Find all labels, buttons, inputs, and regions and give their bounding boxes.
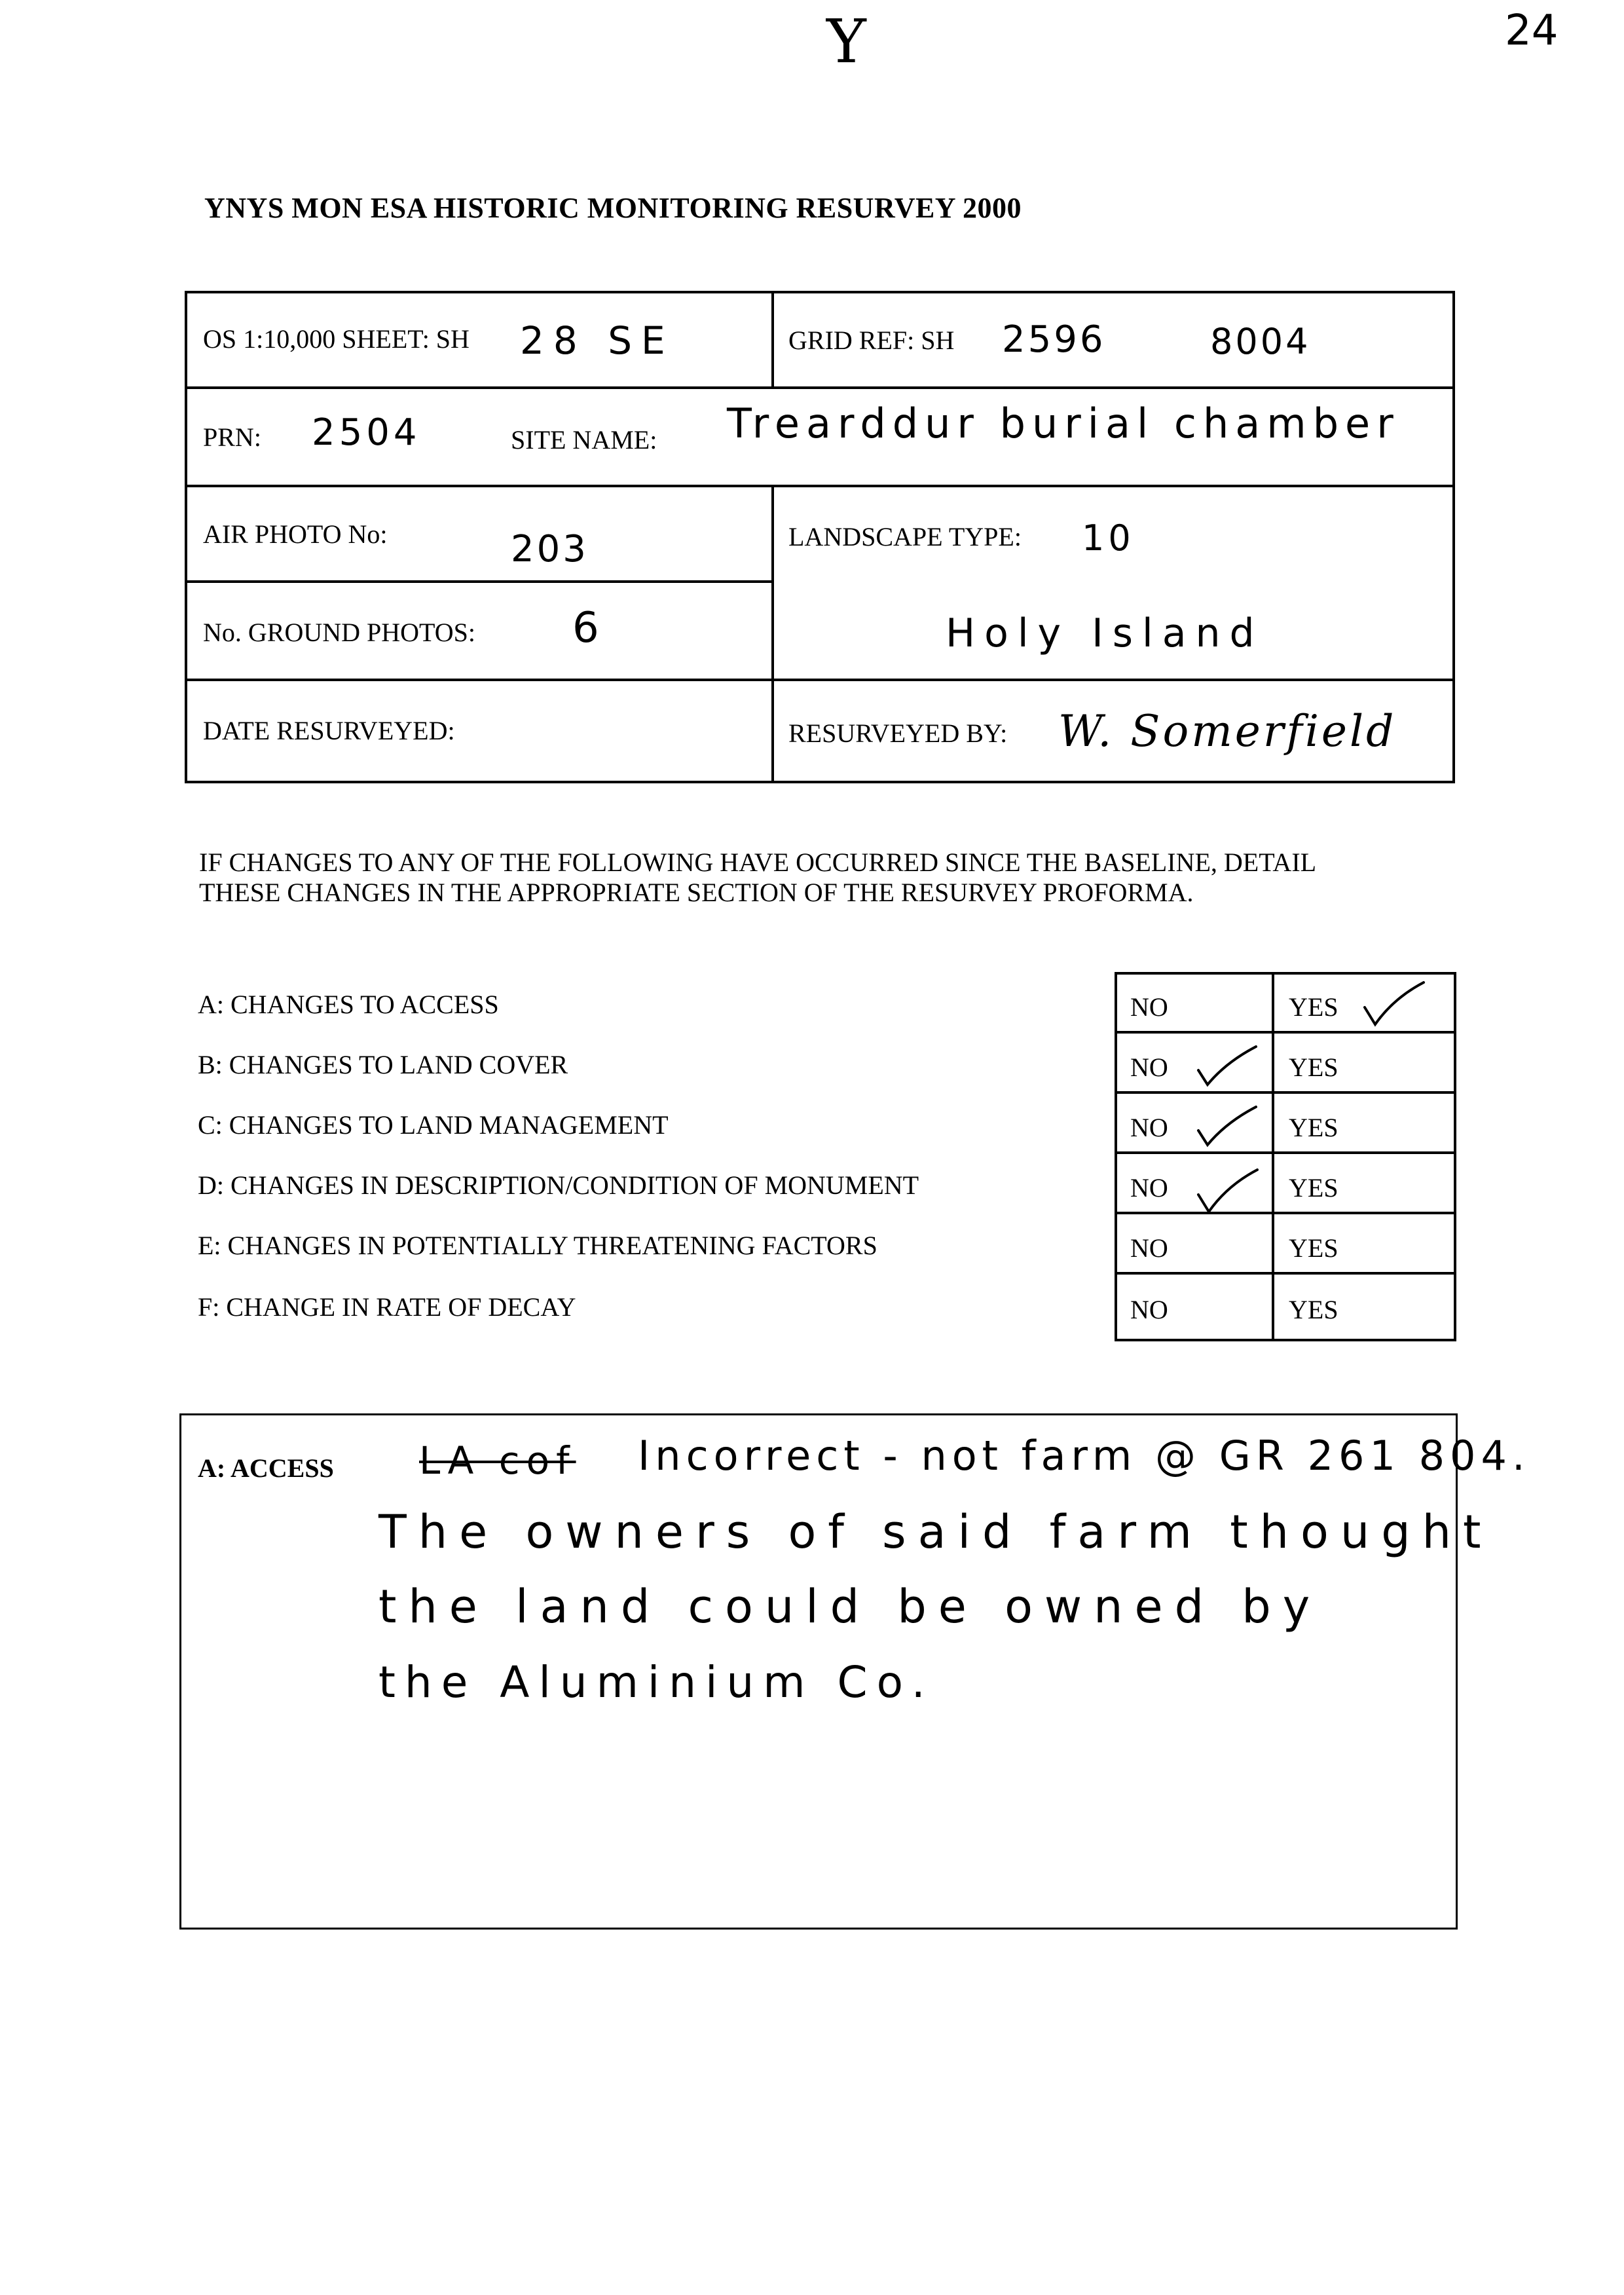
resurveyed-by-value: W. Somerfield [1058, 706, 1397, 756]
grid-ref-northing: 8004 [1210, 321, 1311, 362]
yes-cell-b: YES [1289, 1053, 1338, 1082]
access-note-line: Incorrect - not farm @ GR 261 804. [638, 1432, 1530, 1480]
change-label-e: E: CHANGES IN POTENTIALLY THREATENING FACTORS [198, 1231, 877, 1260]
tick-icon [1194, 1104, 1260, 1150]
instructions [199, 848, 1316, 908]
yes-cell-a: YES [1289, 992, 1338, 1022]
site-name-label: SITE NAME: [511, 425, 657, 455]
site-name-value: Trearddur burial chamber [727, 400, 1400, 447]
top-mark: Y [826, 7, 866, 77]
no-cell-b: NO [1130, 1053, 1168, 1082]
access-label: A: ACCESS [198, 1453, 334, 1483]
yes-no-rule [1115, 1272, 1456, 1275]
change-label-f: F: CHANGE IN RATE OF DECAY [198, 1292, 576, 1322]
grid-ref-easting: 2596 [1002, 318, 1106, 361]
grid-rule [185, 679, 1455, 681]
change-label-c: C: CHANGES TO LAND MANAGEMENT [198, 1110, 669, 1140]
yes-cell-f: YES [1289, 1295, 1338, 1324]
yes-no-divider [1272, 972, 1274, 1341]
grid-ref-label: GRID REF: SH [788, 326, 955, 355]
yes-cell-d: YES [1289, 1173, 1338, 1203]
page-number: 24 [1505, 7, 1559, 55]
no-cell-c: NO [1130, 1113, 1168, 1142]
landscape-type-value: 10 [1082, 517, 1135, 559]
os-sheet-value: 28 SE [520, 318, 674, 363]
access-struck-text: LA cof [419, 1438, 576, 1483]
no-cell-e: NO [1130, 1233, 1168, 1263]
ground-photos-value: 6 [572, 604, 599, 652]
access-note-line: the Aluminium Co. [378, 1657, 934, 1707]
form-title: YNYS MON ESA HISTORIC MONITORING RESURVEY 2000 [204, 192, 1022, 224]
change-label-a: A: CHANGES TO ACCESS [198, 990, 499, 1019]
yes-no-rule [1115, 1091, 1456, 1094]
access-note-line: the land could be owned by [378, 1580, 1322, 1633]
yes-cell-c: YES [1289, 1113, 1338, 1142]
grid-divider [771, 291, 774, 388]
date-resurveyed-label: DATE RESURVEYED: [203, 716, 455, 745]
no-cell-d: NO [1130, 1173, 1168, 1203]
grid-rule [185, 386, 1455, 389]
tick-icon [1361, 979, 1426, 1031]
grid-divider [771, 485, 774, 783]
ground-photos-label: No. GROUND PHOTOS: [203, 618, 475, 647]
access-note-line: The owners of said farm thought [378, 1505, 1493, 1559]
yes-no-rule [1115, 1212, 1456, 1214]
instruction-line: IF CHANGES TO ANY OF THE FOLLOWING HAVE OCCURRED SINCE THE BASELINE, DETAIL [199, 848, 1317, 877]
no-cell-a: NO [1130, 992, 1168, 1022]
air-photo-value: 203 [511, 528, 589, 570]
grid-rule [185, 580, 773, 583]
change-label-b: B: CHANGES TO LAND COVER [198, 1050, 568, 1079]
yes-cell-e: YES [1289, 1233, 1338, 1263]
landscape-type-label: LANDSCAPE TYPE: [788, 522, 1022, 551]
yes-no-rule [1115, 1151, 1456, 1154]
no-cell-f: NO [1130, 1295, 1168, 1324]
air-photo-label: AIR PHOTO No: [203, 519, 388, 549]
instruction-line: THESE CHANGES IN THE APPROPRIATE SECTION OF THE RESURVEY PROFORMA. [199, 878, 1194, 907]
os-sheet-label: OS 1:10,000 SHEET: SH [203, 324, 470, 354]
tick-icon [1194, 1044, 1260, 1090]
landscape-note: Holy Island [946, 610, 1264, 656]
tick-icon [1194, 1166, 1260, 1216]
prn-label: PRN: [203, 422, 261, 452]
change-label-d: D: CHANGES IN DESCRIPTION/CONDITION OF MONUMENT [198, 1170, 919, 1200]
prn-value: 2504 [312, 411, 421, 454]
grid-rule [185, 485, 1455, 487]
yes-no-rule [1115, 1031, 1456, 1034]
resurveyed-by-label: RESURVEYED BY: [788, 718, 1008, 748]
